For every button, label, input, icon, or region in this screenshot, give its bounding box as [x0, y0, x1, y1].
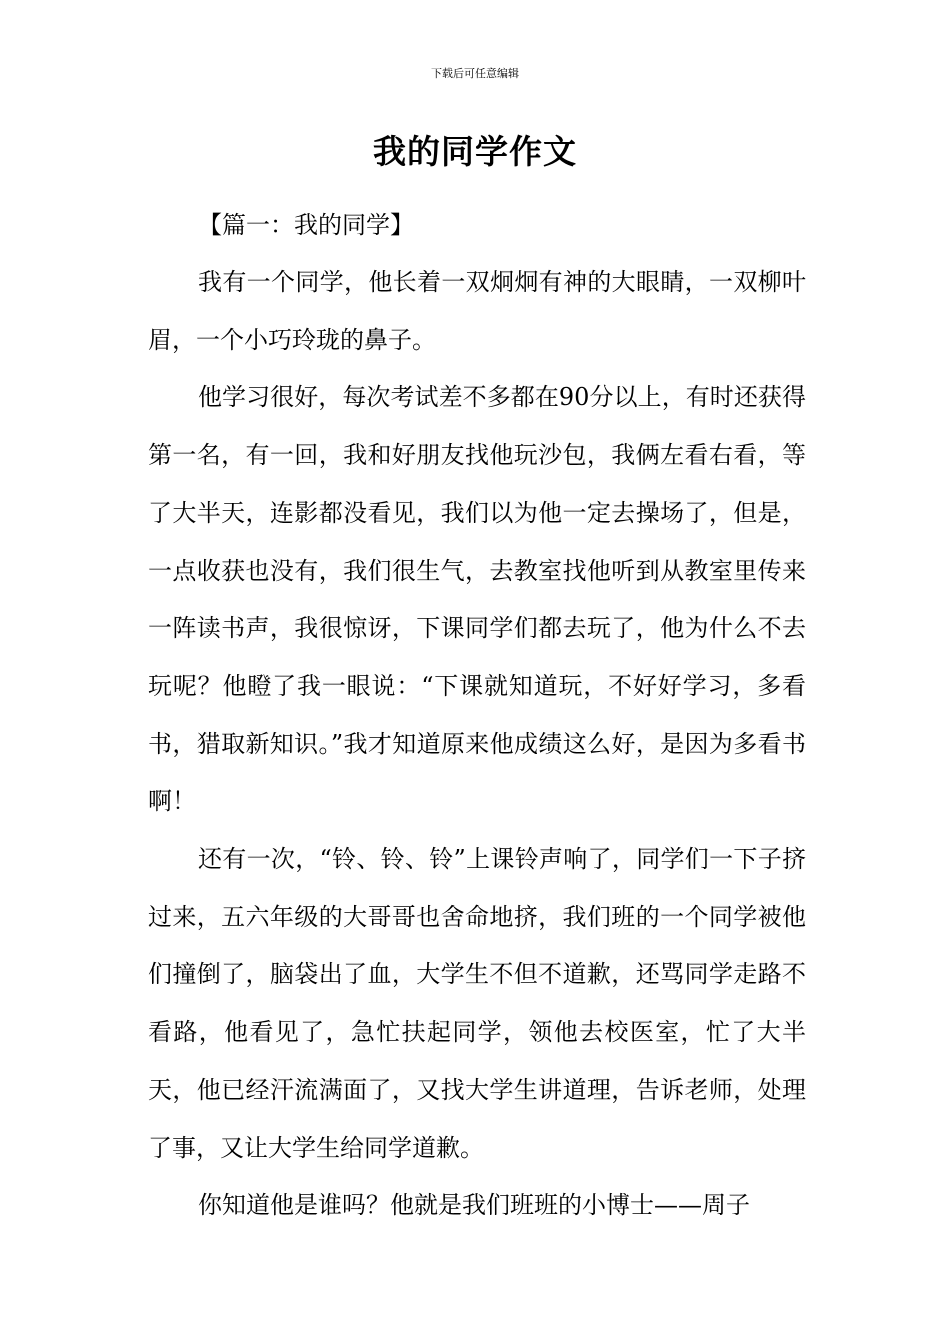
paragraph-4: 你知道他是谁吗？他就是我们班班的小博士——周子 [198, 1191, 750, 1220]
paragraph-2: 他学习很好，每次考试差不多都在90分以上，有时还获得第一名，有一回，我和好朋友找他玩沙包，我俩左看右看，等了大半天，连影都没看见，我们以为他一定去操场了，但是，一点收获也没有，我们很生气，去教室找他听到从教室里传来一阵读书声，我很惊讶，下课同学们都去玩了，他为什么不去玩呢？他瞪了我一眼说：“下课就知道玩，不好好学习，多看书，猎取新知识。”我才知道原来他成绩这么好，是因为多看书啊！ [148, 383, 806, 816]
header-note: 下载后可任意编辑 [431, 67, 519, 80]
paragraph-1: 我有一个同学，他长着一双炯炯有神的大眼睛，一双柳叶眉，一个小巧玲珑的鼻子。 [148, 268, 806, 354]
document-body [148, 254, 806, 1235]
section-heading: 【篇一：我的同学】 [198, 211, 414, 239]
paragraph-3: 还有一次，“铃、铃、铃”上课铃声响了，同学们一下子挤过来，五六年级的大哥哥也舍命地挤，我们班的一个同学被他们撞倒了，脑袋出了血，大学生不但不道歉，还骂同学走路不看路，他看见了，急忙扶起同学，领他去校医室，忙了大半天，他已经汗流满面了，又找大学生讲道理，告诉老师，处理了事，又让大学生给同学道歉。 [148, 845, 806, 1162]
document-title: 我的同学作文 [373, 132, 577, 171]
